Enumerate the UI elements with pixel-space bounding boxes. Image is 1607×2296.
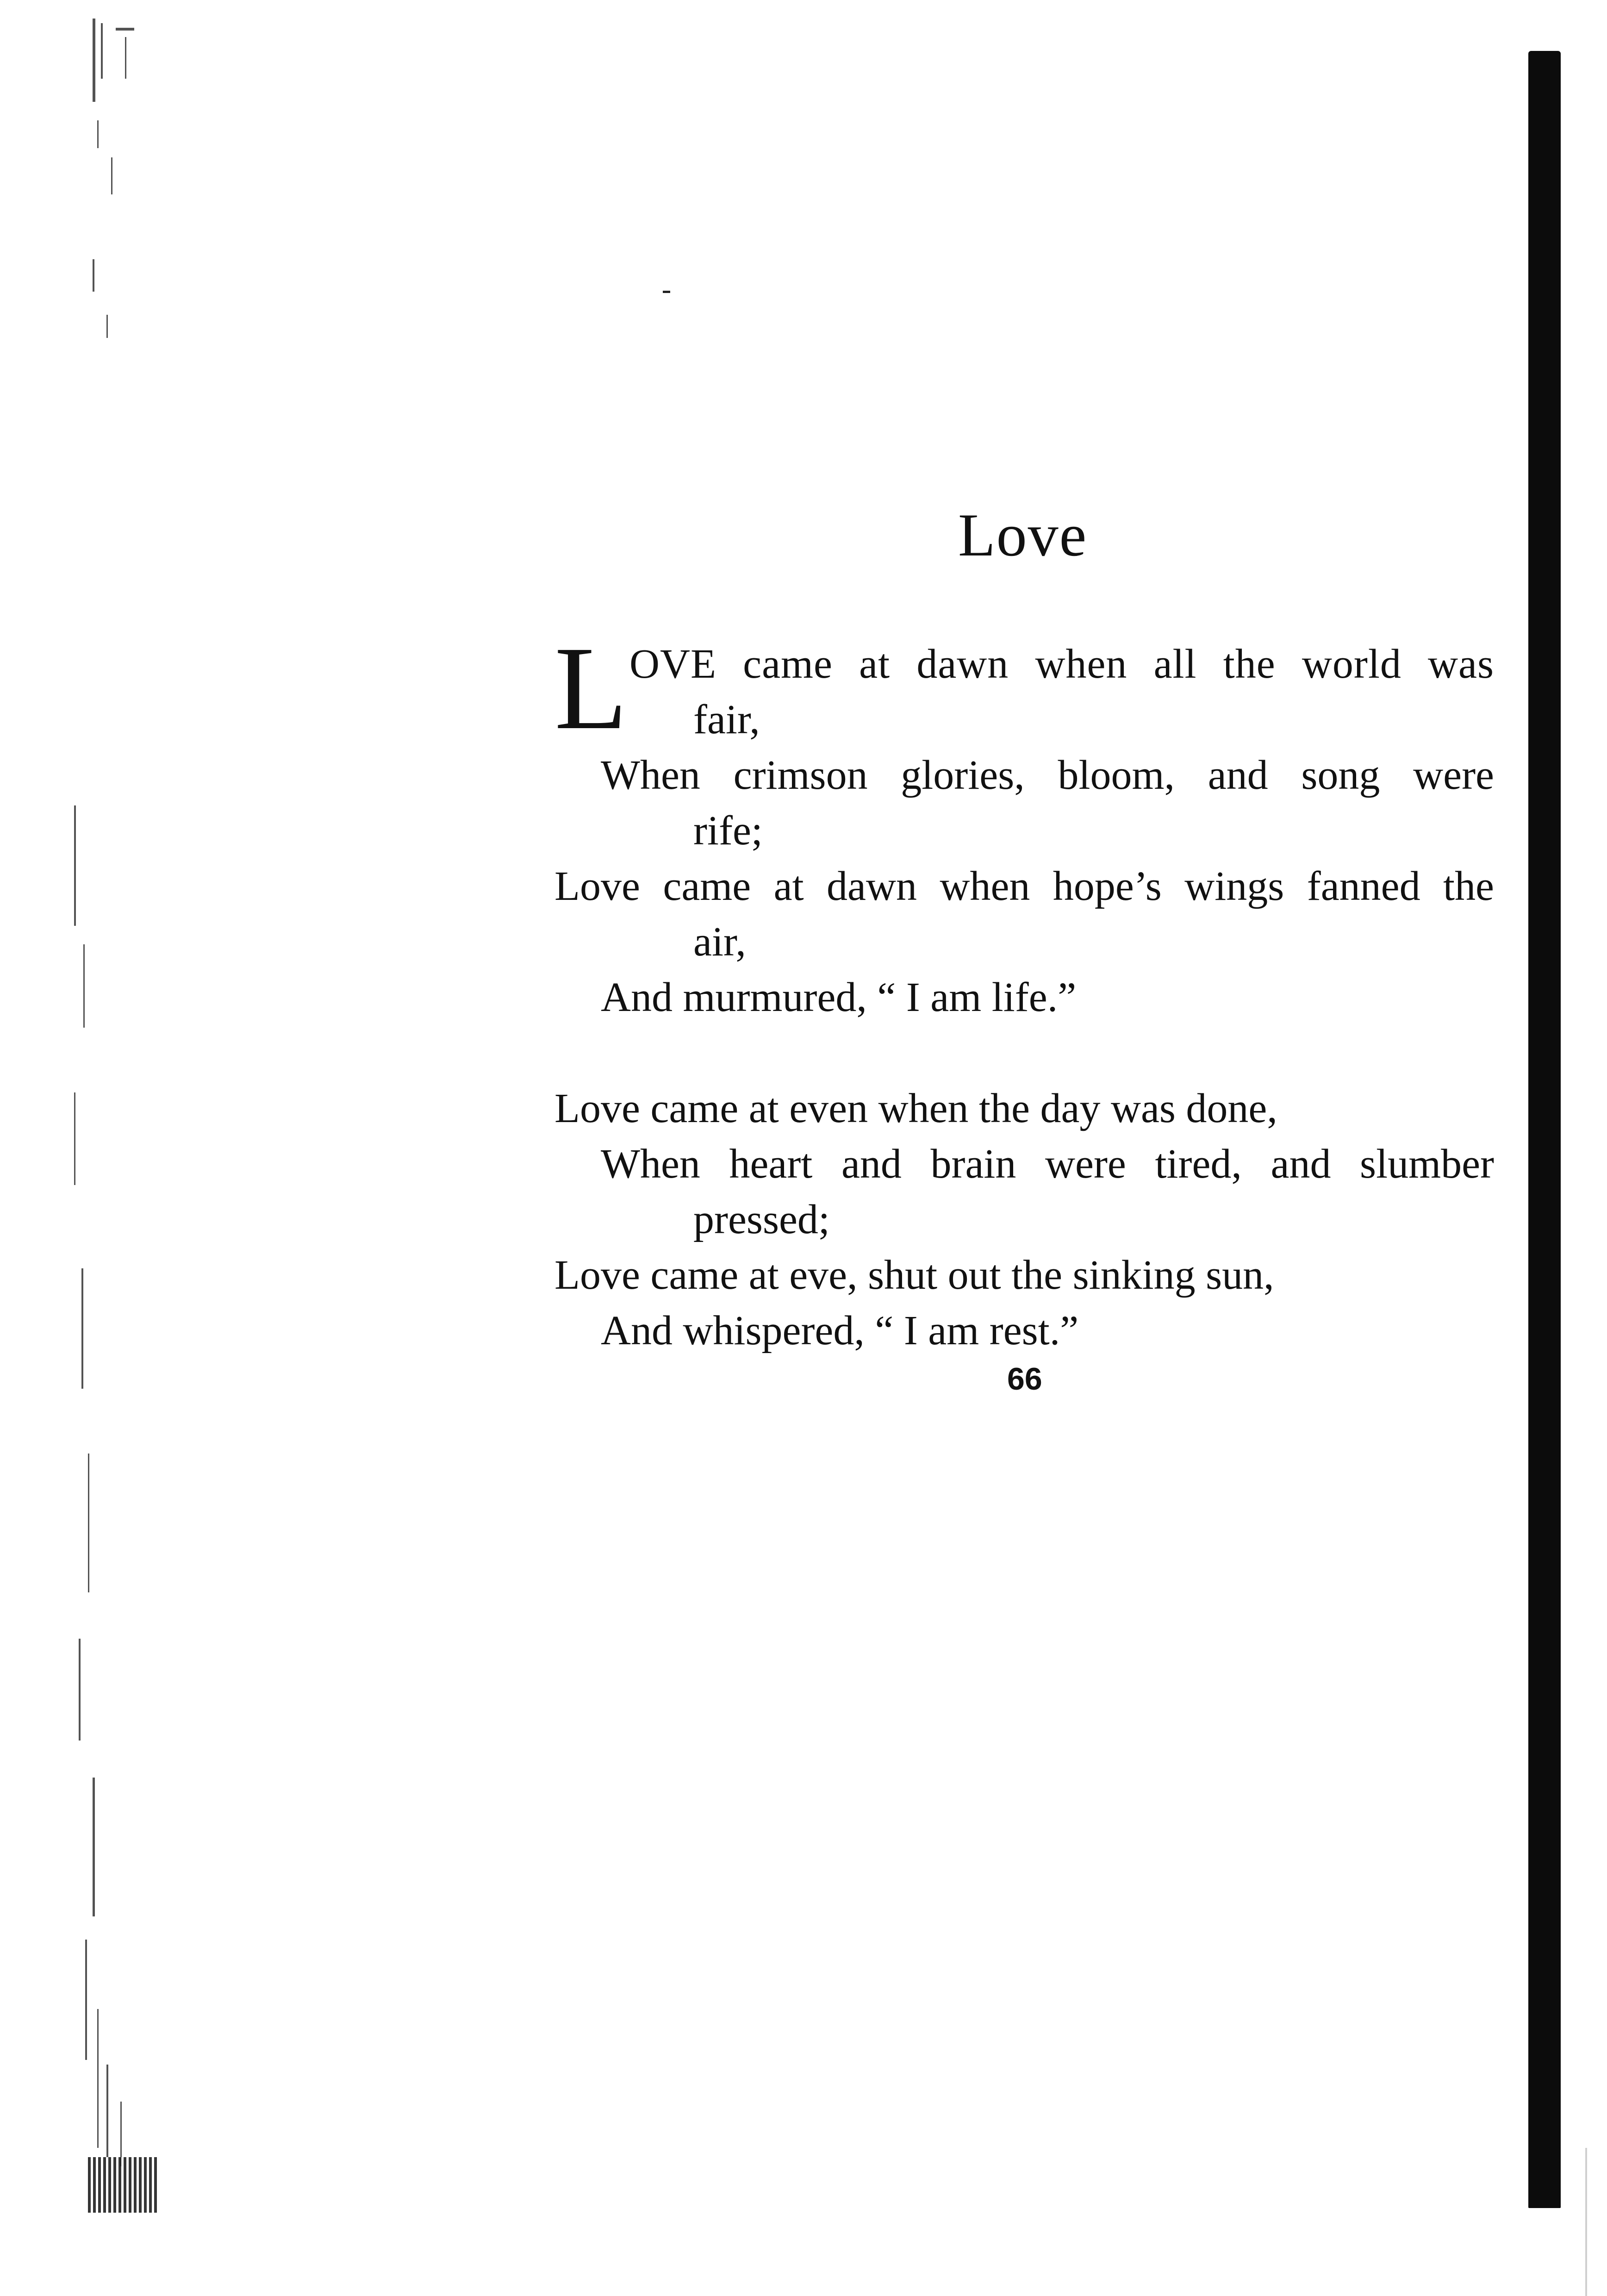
- scan-edge-line: [1585, 2148, 1587, 2296]
- first-line-text: OVE came at dawn when all the world was: [629, 641, 1494, 687]
- scan-gutter-noise: [65, 19, 204, 2231]
- stanza-break: [554, 1025, 1494, 1081]
- poem-body: [554, 622, 1494, 1359]
- poem-line: Love came at dawn when hope’s wings fanned the: [554, 863, 1494, 909]
- poem-line: fair,: [693, 697, 760, 742]
- poem-line: When heart and brain were tired, and slumber: [601, 1141, 1494, 1187]
- poem-line: And whispered, “ I am rest.”: [601, 1308, 1079, 1354]
- scan-speck: [663, 291, 670, 293]
- poem-line: pressed;: [693, 1197, 830, 1242]
- poem-line: And murmured, “ I am life.”: [601, 974, 1077, 1020]
- poem-line: air,: [693, 919, 746, 965]
- page-binding-edge: [1528, 51, 1561, 2208]
- poem-line: When crimson glories, bloom, and song were: [601, 752, 1494, 798]
- scan-gutter-block: [88, 2157, 157, 2213]
- page-number: 66: [1007, 1361, 1042, 1397]
- poem-line: Love came at eve, shut out the sinking sun,: [554, 1252, 1274, 1298]
- drop-cap: L: [554, 622, 628, 754]
- poem-line: Love came at even when the day was done,: [554, 1086, 1277, 1131]
- poem-line: rife;: [693, 808, 763, 854]
- poem-title: Love: [958, 501, 1088, 569]
